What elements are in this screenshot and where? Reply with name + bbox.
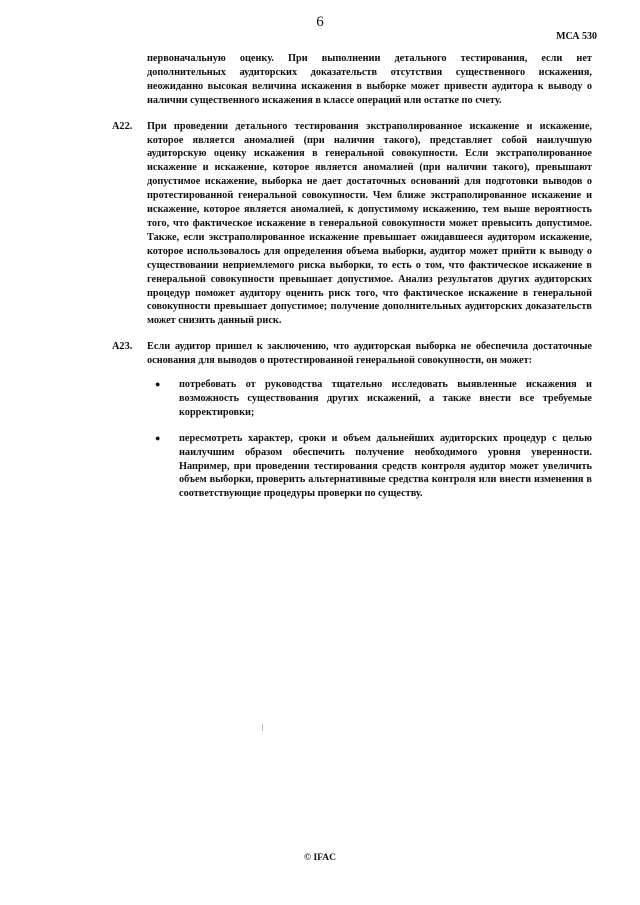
list-item-text: потребовать от руководства тщательно исследовать выявленные искажения и возможность существования других искажений, а также внести все требуемые корректировки;: [179, 379, 592, 418]
list-item-text: пересмотреть характер, сроки и объем дальнейших аудиторских процедур с целью наилучшим образом обеспечить получение необходимого уровня уверенности. Например, при проведении тестирования средств контроля аудитор может увеличить объем выборки, проверить альтернативные средства контроля или внести изменения в соответствующие процедуры проверки по существу.: [179, 432, 592, 500]
footer-copyright: © IFAC: [304, 853, 336, 863]
standard-code: МСА 530: [556, 31, 597, 42]
list-item: [147, 432, 592, 502]
scan-artifact: [262, 724, 263, 731]
bullet-icon: ●: [155, 379, 161, 390]
page-number: 6: [316, 14, 324, 30]
bullet-icon: ●: [155, 432, 161, 443]
paragraph-number: A22.: [112, 120, 133, 132]
list-item: [147, 378, 592, 420]
paragraph-a23: [112, 340, 592, 501]
continuation-paragraph: первоначальную оценку. При выполнении детального тестирования, если нет дополнительных аудиторских доказательств отсутствия существенного искажения, неожиданно высокая величина искажения в выборке может привести аудитора к выводу о наличии существенного искажения в классе операций или остатке по счету.: [147, 53, 592, 106]
document-body: [112, 52, 592, 513]
paragraph-text: Если аудитор пришел к заключению, что аудиторская выборка не обеспечила достаточные основания для выводов о протестированной генеральной совокупности, он может:: [147, 341, 592, 367]
paragraph-a22: [112, 120, 592, 329]
paragraph-text: При проведении детального тестирования экстраполированное искажение и искажение, которое является аномалией (при наличии такого), представляет собой наилучшую аудиторскую оценку искажения в генеральной совокупности. Если экстраполированное искажение и искажение, которое является аномалией (при наличии такого), превышают допустимое искажение, выборка не дает достаточных оснований для подготовки выводов о протестированной генеральной совокупности. Чем ближе экстраполированное искажение и искажение, которое является аномалией, к допустимому искажению, тем выше вероятность того, что фактическое искажение в генеральной совокупности может превысить допустимое. Также, если экстраполированное искажение превышает ожидавшееся аудитором искажение, которое использовалось для определения объема выборки, аудитор может прийти к выводу о существовании неприемлемого риска выборки, то есть о том, что фактическое искажение в генеральной совокупности превышает допустимое. Анализ результатов других аудиторских процедур поможет аудитору оценить риск того, что фактическое искажение в генеральной совокупности превышает допустимое; получение дополнительных аудиторских доказательств может снизить данный риск.: [147, 120, 592, 327]
bullet-list: [147, 378, 592, 501]
paragraph-number: A23.: [112, 341, 133, 353]
